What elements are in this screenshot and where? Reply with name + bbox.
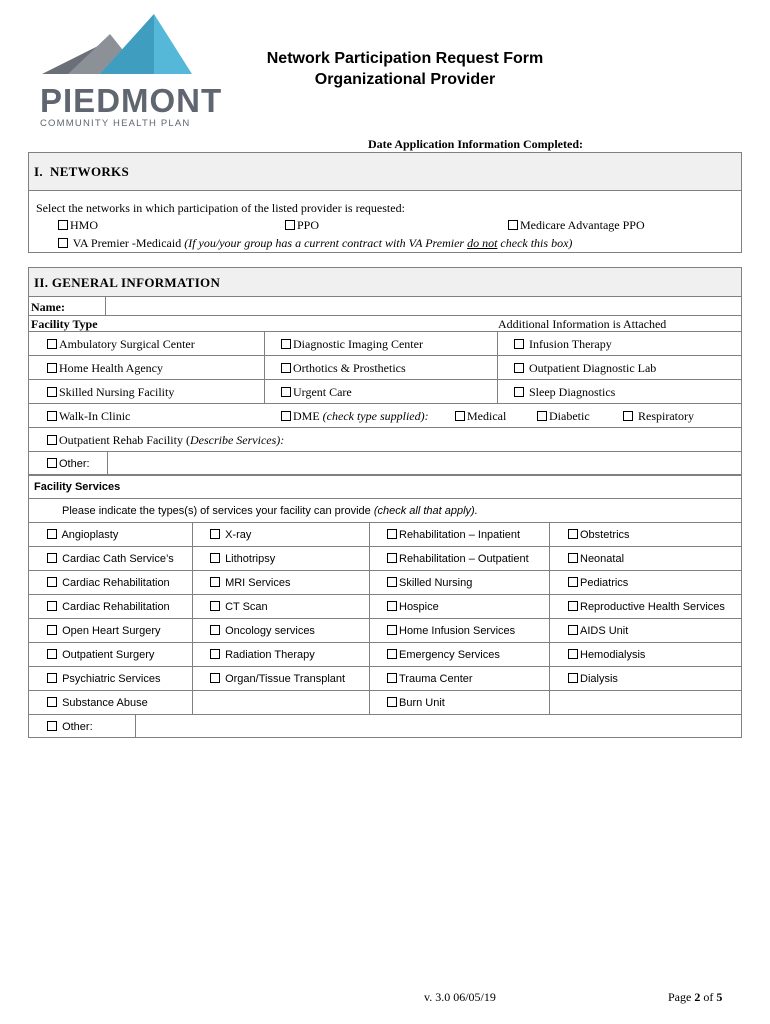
facility-type-option[interactable]: Walk-In Clinic: [47, 409, 130, 423]
checkbox-icon[interactable]: [387, 697, 397, 707]
general-info-title: II. GENERAL INFORMATION: [34, 275, 221, 290]
checkbox-icon[interactable]: [210, 673, 220, 683]
service-option[interactable]: Burn Unit: [387, 696, 445, 710]
name-field[interactable]: [106, 297, 741, 315]
network-option-ppo[interactable]: PPO: [285, 218, 319, 232]
service-option[interactable]: Cardiac Rehabilitation: [47, 576, 170, 590]
dme-option[interactable]: DME (check type supplied):: [281, 409, 429, 423]
service-option[interactable]: Pediatrics: [568, 576, 628, 590]
checkbox-icon[interactable]: [47, 673, 57, 683]
checkbox-icon[interactable]: [47, 553, 57, 563]
facility-type-option[interactable]: Sleep Diagnostics: [514, 385, 615, 399]
checkbox-icon[interactable]: [281, 387, 291, 397]
checkbox-icon[interactable]: [210, 553, 220, 563]
checkbox-icon[interactable]: [387, 529, 397, 539]
checkbox-icon[interactable]: [387, 601, 397, 611]
piedmont-logo: [38, 12, 223, 129]
service-option[interactable]: Radiation Therapy: [210, 648, 315, 662]
dme-diabetic-option[interactable]: Diabetic: [537, 409, 590, 423]
network-option-va-premier[interactable]: VA Premier -Medicaid (If you/your group has a current contract with VA Premier do not check this box): [58, 236, 572, 250]
checkbox-icon[interactable]: [47, 387, 57, 397]
facility-type-option[interactable]: Outpatient Diagnostic Lab: [514, 361, 656, 375]
checkbox-icon[interactable]: [47, 577, 57, 587]
facility-type-option[interactable]: Infusion Therapy: [514, 337, 612, 351]
service-option[interactable]: Reproductive Health Services: [568, 600, 725, 614]
service-option[interactable]: Cardiac Rehabilitation: [47, 600, 170, 614]
checkbox-icon[interactable]: [387, 673, 397, 683]
checkbox-icon[interactable]: [47, 339, 57, 349]
facility-other-field[interactable]: [108, 452, 741, 474]
service-option[interactable]: Angioplasty: [47, 528, 118, 542]
services-other-option[interactable]: Other:: [47, 720, 93, 734]
checkbox-icon[interactable]: [47, 458, 57, 468]
checkbox-icon[interactable]: [47, 697, 57, 707]
service-option[interactable]: Rehabilitation – Inpatient: [387, 528, 520, 542]
facility-services-instruction: Please indicate the types(s) of services your facility can provide (check all that apply).: [62, 505, 478, 517]
checkbox-icon[interactable]: [58, 238, 68, 248]
facility-type-option[interactable]: Home Health Agency: [47, 361, 163, 375]
checkbox-icon[interactable]: [568, 577, 578, 587]
service-option[interactable]: Skilled Nursing: [387, 576, 472, 590]
dme-respiratory-option[interactable]: Respiratory: [623, 409, 694, 423]
checkbox-icon[interactable]: [281, 411, 291, 421]
facility-type-option[interactable]: Skilled Nursing Facility: [47, 385, 174, 399]
checkbox-icon[interactable]: [210, 649, 220, 659]
network-option-medicare[interactable]: Medicare Advantage PPO: [508, 218, 645, 232]
checkbox-icon[interactable]: [568, 673, 578, 683]
checkbox-icon[interactable]: [387, 649, 397, 659]
additional-info-label: Additional Information is Attached: [498, 317, 667, 331]
service-option[interactable]: Psychiatric Services: [47, 672, 160, 686]
dme-medical-option[interactable]: Medical: [455, 409, 506, 423]
checkbox-icon[interactable]: [568, 553, 578, 563]
checkbox-icon[interactable]: [568, 649, 578, 659]
form-subtitle: Organizational Provider: [314, 71, 496, 88]
mountain-logo-icon: [38, 12, 198, 84]
checkbox-icon[interactable]: [387, 553, 397, 563]
networks-section-title: I. NETWORKS: [34, 164, 129, 179]
checkbox-icon[interactable]: [568, 601, 578, 611]
checkbox-icon[interactable]: [47, 435, 57, 445]
checkbox-icon[interactable]: [47, 649, 57, 659]
checkbox-icon[interactable]: [47, 625, 57, 635]
checkbox-icon[interactable]: [47, 721, 57, 731]
networks-instruction: Select the networks in which participation of the listed provider is requested:: [36, 201, 405, 215]
service-option[interactable]: Home Infusion Services: [387, 624, 515, 638]
facility-type-label: Facility Type: [31, 317, 98, 331]
service-option[interactable]: Outpatient Surgery: [47, 648, 154, 662]
service-option[interactable]: Lithotripsy: [210, 552, 275, 566]
service-option[interactable]: Obstetrics: [568, 528, 630, 542]
logo-name: PIEDMONT: [40, 82, 223, 119]
service-option[interactable]: Emergency Services: [387, 648, 500, 662]
checkbox-icon[interactable]: [285, 220, 295, 230]
checkbox-icon[interactable]: [508, 220, 518, 230]
checkbox-icon[interactable]: [47, 529, 57, 539]
facility-type-option[interactable]: Urgent Care: [281, 385, 352, 399]
form-title: Network Participation Request Form: [266, 50, 544, 67]
checkbox-icon[interactable]: [568, 529, 578, 539]
service-option[interactable]: AIDS Unit: [568, 624, 628, 638]
service-option[interactable]: Rehabilitation – Outpatient: [387, 552, 529, 566]
service-option[interactable]: Substance Abuse: [47, 696, 148, 710]
checkbox-icon[interactable]: [514, 387, 524, 397]
checkbox-icon[interactable]: [47, 363, 57, 373]
service-option[interactable]: Dialysis: [568, 672, 618, 686]
service-option[interactable]: MRI Services: [210, 576, 290, 590]
checkbox-icon[interactable]: [281, 339, 291, 349]
checkbox-icon[interactable]: [387, 625, 397, 635]
checkbox-icon[interactable]: [47, 411, 57, 421]
checkbox-icon[interactable]: [568, 625, 578, 635]
checkbox-icon[interactable]: [210, 625, 220, 635]
checkbox-icon[interactable]: [537, 411, 547, 421]
service-option[interactable]: Hemodialysis: [568, 648, 645, 662]
checkbox-icon[interactable]: [514, 363, 524, 373]
checkbox-icon[interactable]: [387, 577, 397, 587]
service-option[interactable]: X-ray: [210, 528, 251, 542]
date-completed-label: Date Application Information Completed:: [368, 137, 583, 151]
checkbox-icon[interactable]: [210, 529, 220, 539]
outpatient-rehab-option[interactable]: Outpatient Rehab Facility (Describe Services):: [47, 433, 284, 447]
checkbox-icon[interactable]: [210, 601, 220, 611]
checkbox-icon[interactable]: [281, 363, 291, 373]
page-number: Page 2 of 5: [668, 990, 723, 1004]
service-option[interactable]: Neonatal: [568, 552, 624, 566]
checkbox-icon[interactable]: [58, 220, 68, 230]
services-other-field[interactable]: [136, 715, 741, 737]
facility-other-option[interactable]: Other:: [47, 457, 90, 471]
checkbox-icon[interactable]: [514, 339, 524, 349]
facility-type-option[interactable]: Diagnostic Imaging Center: [281, 337, 423, 351]
logo-subtitle: COMMUNITY HEALTH PLAN: [40, 118, 191, 129]
service-option[interactable]: Cardiac Cath Service’s: [47, 552, 174, 566]
checkbox-icon[interactable]: [210, 577, 220, 587]
service-option[interactable]: Hospice: [387, 600, 439, 614]
checkbox-icon[interactable]: [623, 411, 633, 421]
facility-type-option[interactable]: Orthotics & Prosthetics: [281, 361, 406, 375]
network-option-hmo[interactable]: HMO: [58, 218, 98, 232]
service-option[interactable]: CT Scan: [210, 600, 268, 614]
version-label: v. 3.0 06/05/19: [424, 990, 496, 1004]
service-option[interactable]: Trauma Center: [387, 672, 473, 686]
service-option[interactable]: Oncology services: [210, 624, 315, 638]
facility-type-option[interactable]: Ambulatory Surgical Center: [47, 337, 195, 351]
facility-services-title: Facility Services: [34, 481, 121, 493]
checkbox-icon[interactable]: [455, 411, 465, 421]
name-label: Name:: [31, 300, 65, 314]
service-option[interactable]: Organ/Tissue Transplant: [210, 672, 345, 686]
service-option[interactable]: Open Heart Surgery: [47, 624, 161, 638]
checkbox-icon[interactable]: [47, 601, 57, 611]
